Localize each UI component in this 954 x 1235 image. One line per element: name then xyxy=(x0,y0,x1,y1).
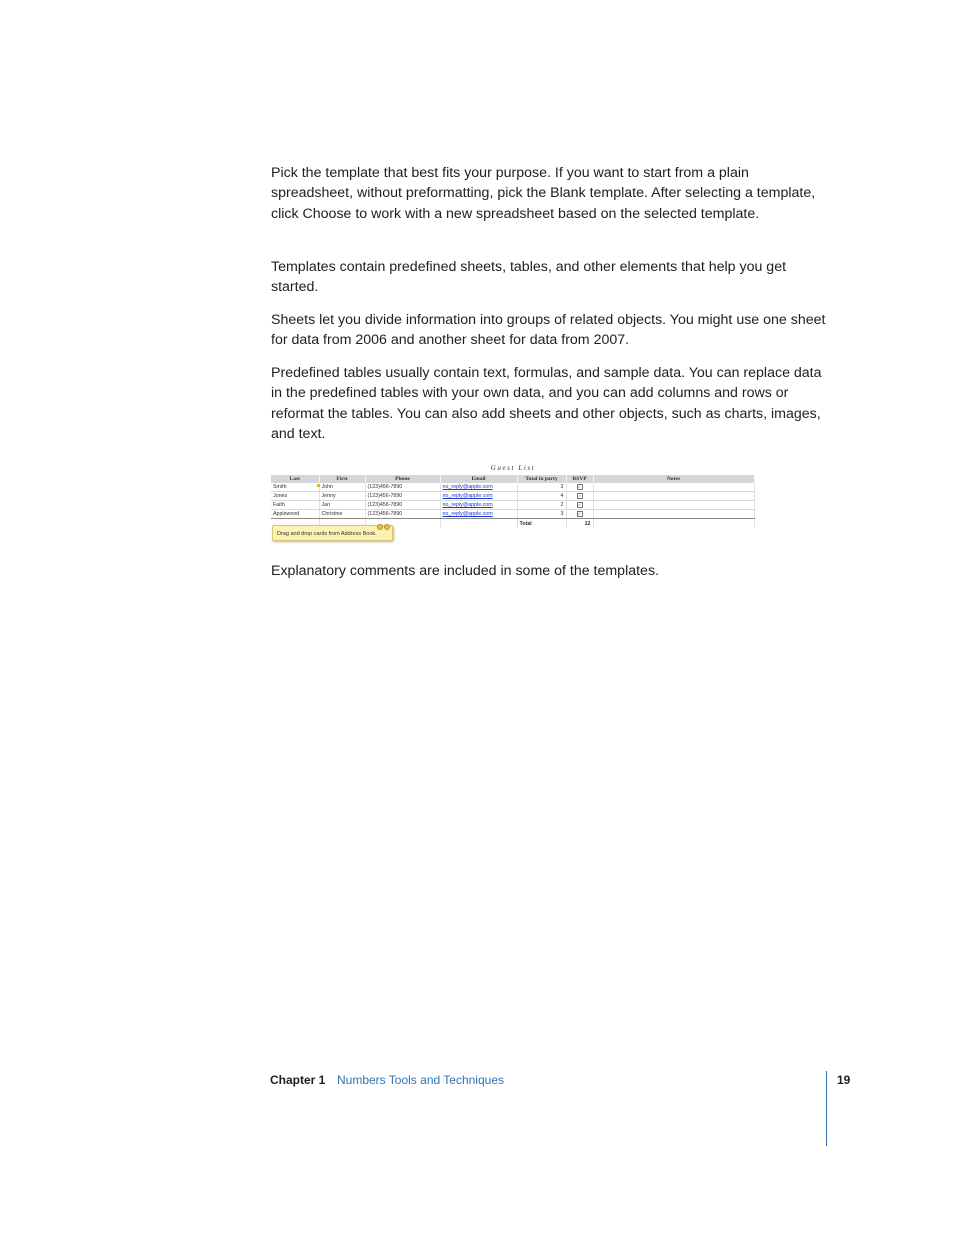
cell-rsvp[interactable] xyxy=(566,510,593,519)
footer-chapter-title: Numbers Tools and Techniques xyxy=(337,1073,504,1087)
cell-notes[interactable] xyxy=(593,501,754,510)
paragraph-sheets: Sheets let you divide information into groups of related objects. You might use one sheet for data from 2006 and another sheet for data from 2007. xyxy=(271,312,826,349)
cell-total-in-party[interactable]: 2 xyxy=(517,501,566,510)
cell-rsvp[interactable] xyxy=(566,492,593,501)
header-notes: Notes xyxy=(593,475,754,483)
cell-empty xyxy=(440,519,517,529)
cell-total-in-party[interactable]: 3 xyxy=(517,483,566,492)
cell-phone[interactable]: (123)456-7890 xyxy=(365,501,440,510)
rsvp-checkbox[interactable]: ✓ xyxy=(577,510,582,516)
paragraph-predefined-tables: Predefined tables usually contain text, formulas, and sample data. You can replace data in the predefined tables with your own data, and you can add columns and rows or reformat the tables. You can also add sheets and other objects, such as charts, images, and text. xyxy=(271,365,822,442)
cell-rsvp[interactable] xyxy=(566,483,593,492)
rsvp-checkbox[interactable]: ✓ xyxy=(577,483,582,489)
cell-email-link[interactable]: no_reply@apple.com xyxy=(440,483,517,492)
cell-notes[interactable] xyxy=(593,483,754,492)
cell-empty xyxy=(593,519,754,529)
comment-dot-icon[interactable] xyxy=(384,524,390,530)
footer-divider xyxy=(826,1071,827,1146)
comment-marker-icon[interactable] xyxy=(317,484,320,487)
table-row xyxy=(271,483,754,492)
cell-first[interactable]: Christine xyxy=(319,510,365,519)
cell-phone[interactable]: (123)456-7890 xyxy=(365,492,440,501)
cell-email-link[interactable]: no_reply@apple.com xyxy=(440,510,517,519)
header-email: Email xyxy=(440,475,517,483)
comment-text: Drag and drop cards from Address Book. xyxy=(277,531,377,537)
rsvp-checkbox[interactable]: ✓ xyxy=(577,492,582,498)
cell-total-in-party[interactable]: 3 xyxy=(517,510,566,519)
paragraph-template-choice: Pick the template that best fits your purpose. If you want to start from a plain spreadsheet, without preformatting, pick the Blank template. After selecting a template, click Choose to work with a new spreadsheet based on the selected template. xyxy=(271,165,816,222)
page-number: 19 xyxy=(837,1073,851,1087)
comment-controls xyxy=(376,521,390,537)
cell-email-link[interactable]: no_reply@apple.com xyxy=(440,501,517,510)
cell-first[interactable]: Jenny xyxy=(319,492,365,501)
comment-dot-icon[interactable] xyxy=(377,524,383,530)
cell-rsvp[interactable] xyxy=(566,501,593,510)
header-last: Last xyxy=(271,475,319,483)
explanatory-comment[interactable] xyxy=(272,525,393,541)
footer-chapter: Chapter 1 xyxy=(270,1073,326,1087)
total-label: Total xyxy=(517,519,566,529)
header-phone: Phone xyxy=(365,475,440,483)
cell-first[interactable]: Jan xyxy=(319,501,365,510)
header-rsvp: RSVP xyxy=(566,475,593,483)
cell-email-link[interactable]: no_reply@apple.com xyxy=(440,492,517,501)
cell-last[interactable]: Smith xyxy=(271,483,319,492)
guest-list-table xyxy=(271,475,755,528)
cell-total-in-party[interactable]: 4 xyxy=(517,492,566,501)
cell-notes[interactable] xyxy=(593,492,754,501)
rsvp-checkbox[interactable]: ✓ xyxy=(577,501,582,507)
paragraph-explanatory-comments: Explanatory comments are included in some of the templates. xyxy=(271,563,659,579)
cell-notes[interactable] xyxy=(593,510,754,519)
cell-last[interactable]: Applewood xyxy=(271,510,319,519)
paragraph-templates-contain: Templates contain predefined sheets, tables, and other elements that help you get started. xyxy=(271,259,787,296)
cell-last[interactable]: Faith xyxy=(271,501,319,510)
cell-phone[interactable]: (123)456-7890 xyxy=(365,510,440,519)
cell-phone[interactable]: (123)456-7890 xyxy=(365,483,440,492)
cell-first[interactable]: John xyxy=(319,483,365,492)
table-row xyxy=(271,510,754,519)
total-value: 12 xyxy=(566,519,593,529)
table-header-row xyxy=(271,475,754,483)
guest-list-title: Guest List xyxy=(490,464,536,472)
table-row xyxy=(271,492,754,501)
table-row xyxy=(271,501,754,510)
header-first: First xyxy=(319,475,365,483)
cell-last[interactable]: Jones xyxy=(271,492,319,501)
header-total-in-party: Total in party xyxy=(517,475,566,483)
